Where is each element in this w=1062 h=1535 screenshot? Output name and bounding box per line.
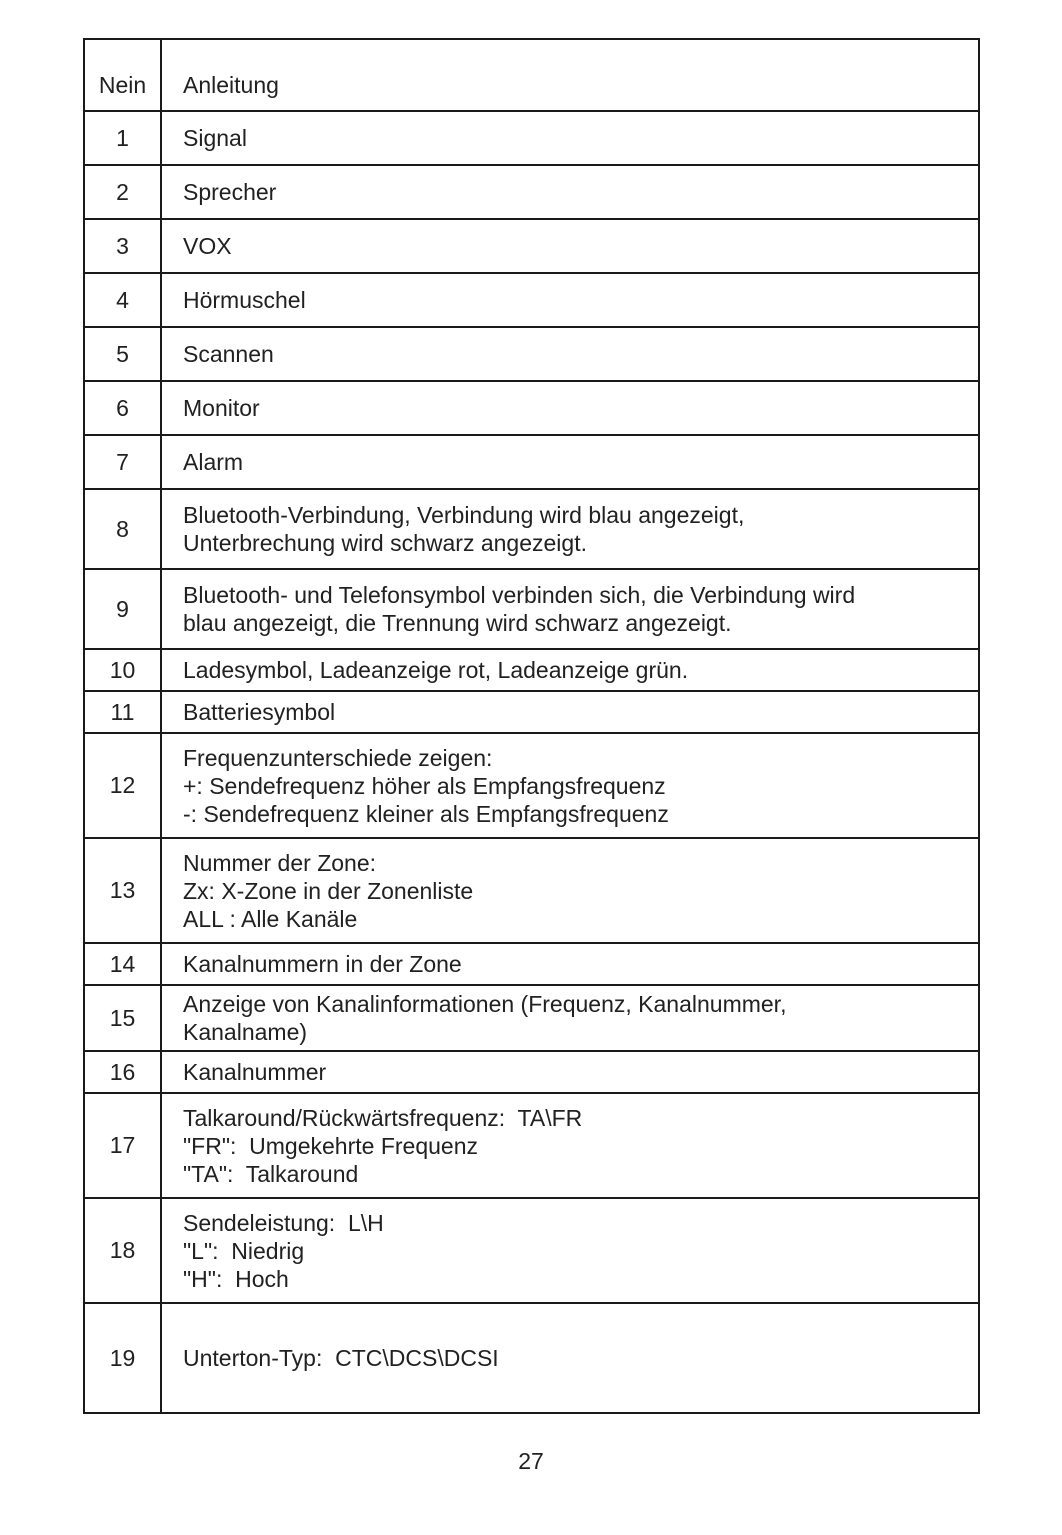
- row-number-cell: 1: [84, 111, 161, 165]
- instruction-line: Signal: [183, 125, 247, 151]
- row-instruction-cell: [161, 165, 979, 219]
- row-instruction-cell: [161, 691, 979, 733]
- instruction-line: Kanalnummern in der Zone: [183, 951, 462, 977]
- instruction-line: Nummer der Zone:: [183, 849, 377, 876]
- table-row: [84, 733, 979, 838]
- table-row: [84, 435, 979, 489]
- header-cell-instruction: Anleitung: [161, 39, 979, 111]
- instruction-line: Sendeleistung: L\H: [183, 1209, 384, 1236]
- table-row: [84, 649, 979, 691]
- instruction-line: Frequenzunterschiede zeigen:: [183, 744, 493, 771]
- row-number-cell: 4: [84, 273, 161, 327]
- table-header: [84, 39, 979, 111]
- instruction-line: Alarm: [183, 449, 244, 475]
- instruction-line: Sprecher: [183, 179, 277, 205]
- instruction-line: Unterton-Typ: CTC\DCS\DCSI: [183, 1345, 499, 1371]
- row-number-cell: 16: [84, 1051, 161, 1093]
- row-number-cell: 3: [84, 219, 161, 273]
- row-number-cell: 12: [84, 733, 161, 838]
- table-row: [84, 569, 979, 649]
- row-instruction-cell: [161, 273, 979, 327]
- table-row: [84, 165, 979, 219]
- row-instruction-cell: [161, 435, 979, 489]
- row-number-cell: 8: [84, 489, 161, 569]
- table-row: [84, 943, 979, 985]
- row-number-cell: 11: [84, 691, 161, 733]
- row-instruction-cell: [161, 733, 979, 838]
- instruction-line: Talkaround/Rückwärtsfrequenz: TA\FR: [183, 1104, 583, 1131]
- instruction-line: Scannen: [183, 341, 274, 367]
- row-instruction-cell: [161, 219, 979, 273]
- row-number-cell: 9: [84, 569, 161, 649]
- row-instruction-cell: [161, 1198, 979, 1303]
- instruction-line: VOX: [183, 233, 232, 259]
- table-row: [84, 1051, 979, 1093]
- table-row: [84, 838, 979, 943]
- instruction-line: Zx: X-Zone in der Zonenliste: [183, 877, 474, 904]
- row-number-cell: 19: [84, 1303, 161, 1413]
- row-instruction-cell: [161, 1051, 979, 1093]
- instruction-line: +: Sendefrequenz höher als Empfangsfrequenz: [183, 772, 666, 799]
- table-row: [84, 1198, 979, 1303]
- table-row: [84, 219, 979, 273]
- row-number-cell: 7: [84, 435, 161, 489]
- instruction-line: ALL : Alle Kanäle: [183, 905, 358, 932]
- instruction-line: Bluetooth-Verbindung, Verbindung wird blau angezeigt,: [183, 502, 745, 528]
- instructions-table: [83, 38, 980, 1414]
- row-instruction-cell: [161, 569, 979, 649]
- row-instruction-cell: [161, 943, 979, 985]
- instruction-line: Batteriesymbol: [183, 699, 336, 725]
- instruction-line: Kanalname): [183, 1019, 308, 1045]
- instruction-line: "FR": Umgekehrte Frequenz: [183, 1132, 478, 1159]
- row-number-cell: 5: [84, 327, 161, 381]
- table-row: [84, 1303, 979, 1413]
- row-number-cell: 13: [84, 838, 161, 943]
- row-instruction-cell: [161, 649, 979, 691]
- table-row: [84, 273, 979, 327]
- instruction-line: Unterbrechung wird schwarz angezeigt.: [183, 530, 587, 556]
- row-number-cell: 15: [84, 985, 161, 1051]
- row-instruction-cell: [161, 1303, 979, 1413]
- table-row: [84, 489, 979, 569]
- instruction-line: -: Sendefrequenz kleiner als Empfangsfrequenz: [183, 800, 669, 827]
- table-row: [84, 111, 979, 165]
- row-number-cell: 18: [84, 1198, 161, 1303]
- table-row: [84, 327, 979, 381]
- instruction-line: "L": Niedrig: [183, 1237, 305, 1264]
- row-instruction-cell: [161, 985, 979, 1051]
- instruction-line: Bluetooth- und Telefonsymbol verbinden sich, die Verbindung wird: [183, 582, 856, 608]
- row-instruction-cell: [161, 381, 979, 435]
- row-number-cell: 10: [84, 649, 161, 691]
- row-number-cell: 2: [84, 165, 161, 219]
- instruction-line: Anzeige von Kanalinformationen (Frequenz, Kanalnummer,: [183, 991, 787, 1017]
- table-row: [84, 381, 979, 435]
- header-cell-no: Nein: [84, 39, 161, 111]
- table-body: [84, 111, 979, 1413]
- instruction-line: "TA": Talkaround: [183, 1160, 359, 1187]
- instruction-line: "H": Hoch: [183, 1265, 289, 1292]
- row-instruction-cell: [161, 1093, 979, 1198]
- instruction-line: Kanalnummer: [183, 1059, 327, 1085]
- row-number-cell: 6: [84, 381, 161, 435]
- row-instruction-cell: [161, 111, 979, 165]
- table-row: [84, 985, 979, 1051]
- row-number-cell: 14: [84, 943, 161, 985]
- page-number: 27: [518, 1448, 544, 1474]
- row-instruction-cell: [161, 489, 979, 569]
- table-row: [84, 691, 979, 733]
- instruction-line: Monitor: [183, 395, 260, 421]
- instruction-line: Hörmuschel: [183, 287, 306, 313]
- row-instruction-cell: [161, 838, 979, 943]
- instruction-line: Ladesymbol, Ladeanzeige rot, Ladeanzeige grün.: [183, 657, 689, 683]
- table-row: [84, 1093, 979, 1198]
- table-header-row: [84, 39, 979, 111]
- row-number-cell: 17: [84, 1093, 161, 1198]
- row-instruction-cell: [161, 327, 979, 381]
- instruction-line: blau angezeigt, die Trennung wird schwarz angezeigt.: [183, 610, 732, 636]
